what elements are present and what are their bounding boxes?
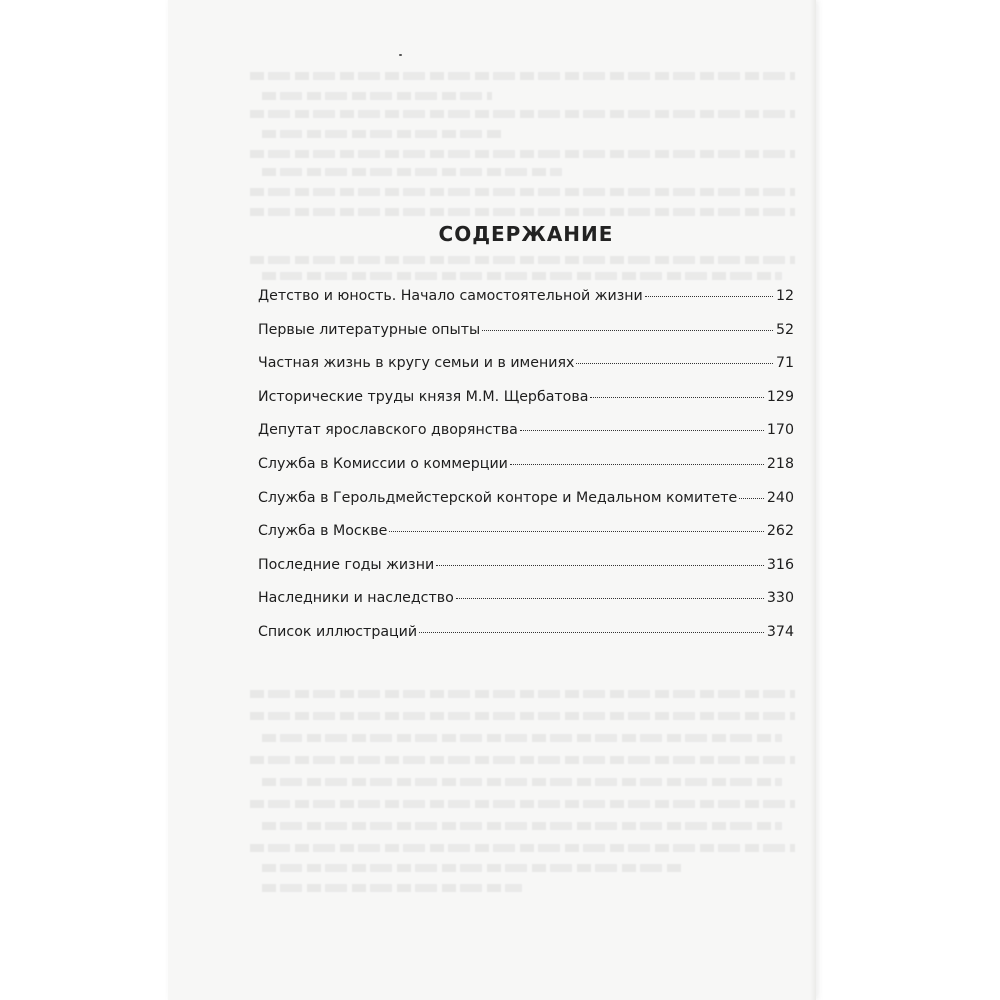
toc-entry[interactable]	[258, 523, 794, 557]
bleed-through-line	[250, 690, 795, 698]
dot-leader	[436, 565, 764, 566]
bleed-through-line	[262, 778, 782, 786]
bleed-through-line	[262, 130, 502, 138]
bleed-through-line	[250, 712, 795, 720]
toc-entry-page: 330	[766, 590, 794, 607]
toc-entry-title: Частная жизнь в кругу семьи и в имениях	[258, 355, 575, 372]
toc-entry-title: Детство и юность. Начало самостоятельной жизни	[258, 288, 643, 304]
dot-leader	[456, 598, 764, 599]
dot-leader	[419, 632, 764, 633]
bleed-through-line	[250, 72, 795, 80]
bleed-through-line	[250, 800, 795, 808]
toc-entry[interactable]	[258, 389, 794, 423]
toc-entry-title: Служба в Герольдмейстерской конторе и Медальном комитете	[258, 489, 738, 506]
toc-entry-title: Наследники и наследство	[258, 590, 454, 607]
toc-entry[interactable]	[258, 355, 794, 389]
toc-entry-title: Последние годы жизни	[258, 556, 435, 573]
dot-leader	[520, 430, 764, 431]
table-of-contents	[258, 288, 794, 658]
toc-entry-page: 374	[766, 623, 794, 640]
bleed-through-line	[250, 844, 795, 852]
dot-leader	[482, 330, 773, 331]
page-title: СОДЕРЖАНИЕ	[438, 222, 614, 246]
bleed-through-line	[262, 884, 522, 892]
toc-entry[interactable]	[258, 557, 794, 591]
dot-leader	[389, 531, 764, 532]
toc-entry[interactable]	[258, 322, 794, 356]
bleed-through-line	[250, 256, 795, 264]
toc-entry-title: Депутат ярославского дворянства	[258, 422, 518, 439]
toc-entry-page: 71	[775, 355, 794, 372]
toc-entry[interactable]	[258, 624, 794, 658]
toc-entry-page: 262	[766, 523, 794, 540]
dot-leader	[576, 363, 773, 364]
bleed-through-line	[262, 272, 782, 280]
toc-entry-title: Исторические труды князя М.М. Щербатова	[258, 388, 589, 405]
dot-leader	[645, 296, 773, 297]
toc-entry[interactable]	[258, 422, 794, 456]
dot-leader	[590, 397, 764, 398]
toc-entry-title: Первые литературные опыты	[258, 321, 481, 338]
toc-entry-title: Служба в Москве	[258, 523, 388, 540]
toc-entry-page: 52	[775, 321, 794, 338]
bleed-through-line	[262, 734, 782, 742]
dot-leader	[510, 464, 764, 465]
toc-entry-title: Служба в Комиссии о коммерции	[258, 455, 508, 472]
toc-entry-page: 129	[766, 388, 794, 405]
bleed-through-line	[262, 822, 782, 830]
bleed-through-line	[250, 110, 795, 118]
toc-entry[interactable]	[258, 456, 794, 490]
toc-entry-page: 240	[766, 489, 794, 506]
dot-leader	[739, 498, 764, 499]
bleed-through-line	[250, 208, 795, 216]
bleed-through-line	[250, 150, 795, 158]
toc-entry-page: 218	[766, 455, 794, 472]
toc-entry[interactable]	[258, 590, 794, 624]
bleed-through-line	[262, 92, 492, 100]
toc-entry[interactable]	[258, 288, 794, 322]
toc-entry-title: Список иллюстраций	[258, 623, 418, 640]
toc-entry-page: 12	[775, 288, 794, 304]
bleed-through-line	[262, 168, 562, 176]
bleed-through-line	[250, 188, 795, 196]
toc-entry[interactable]	[258, 490, 794, 524]
bleed-through-line	[250, 756, 795, 764]
toc-entry-page: 316	[766, 556, 794, 573]
paper-speck	[399, 54, 402, 56]
toc-entry-page: 170	[766, 422, 794, 439]
bleed-through-line	[262, 864, 682, 872]
